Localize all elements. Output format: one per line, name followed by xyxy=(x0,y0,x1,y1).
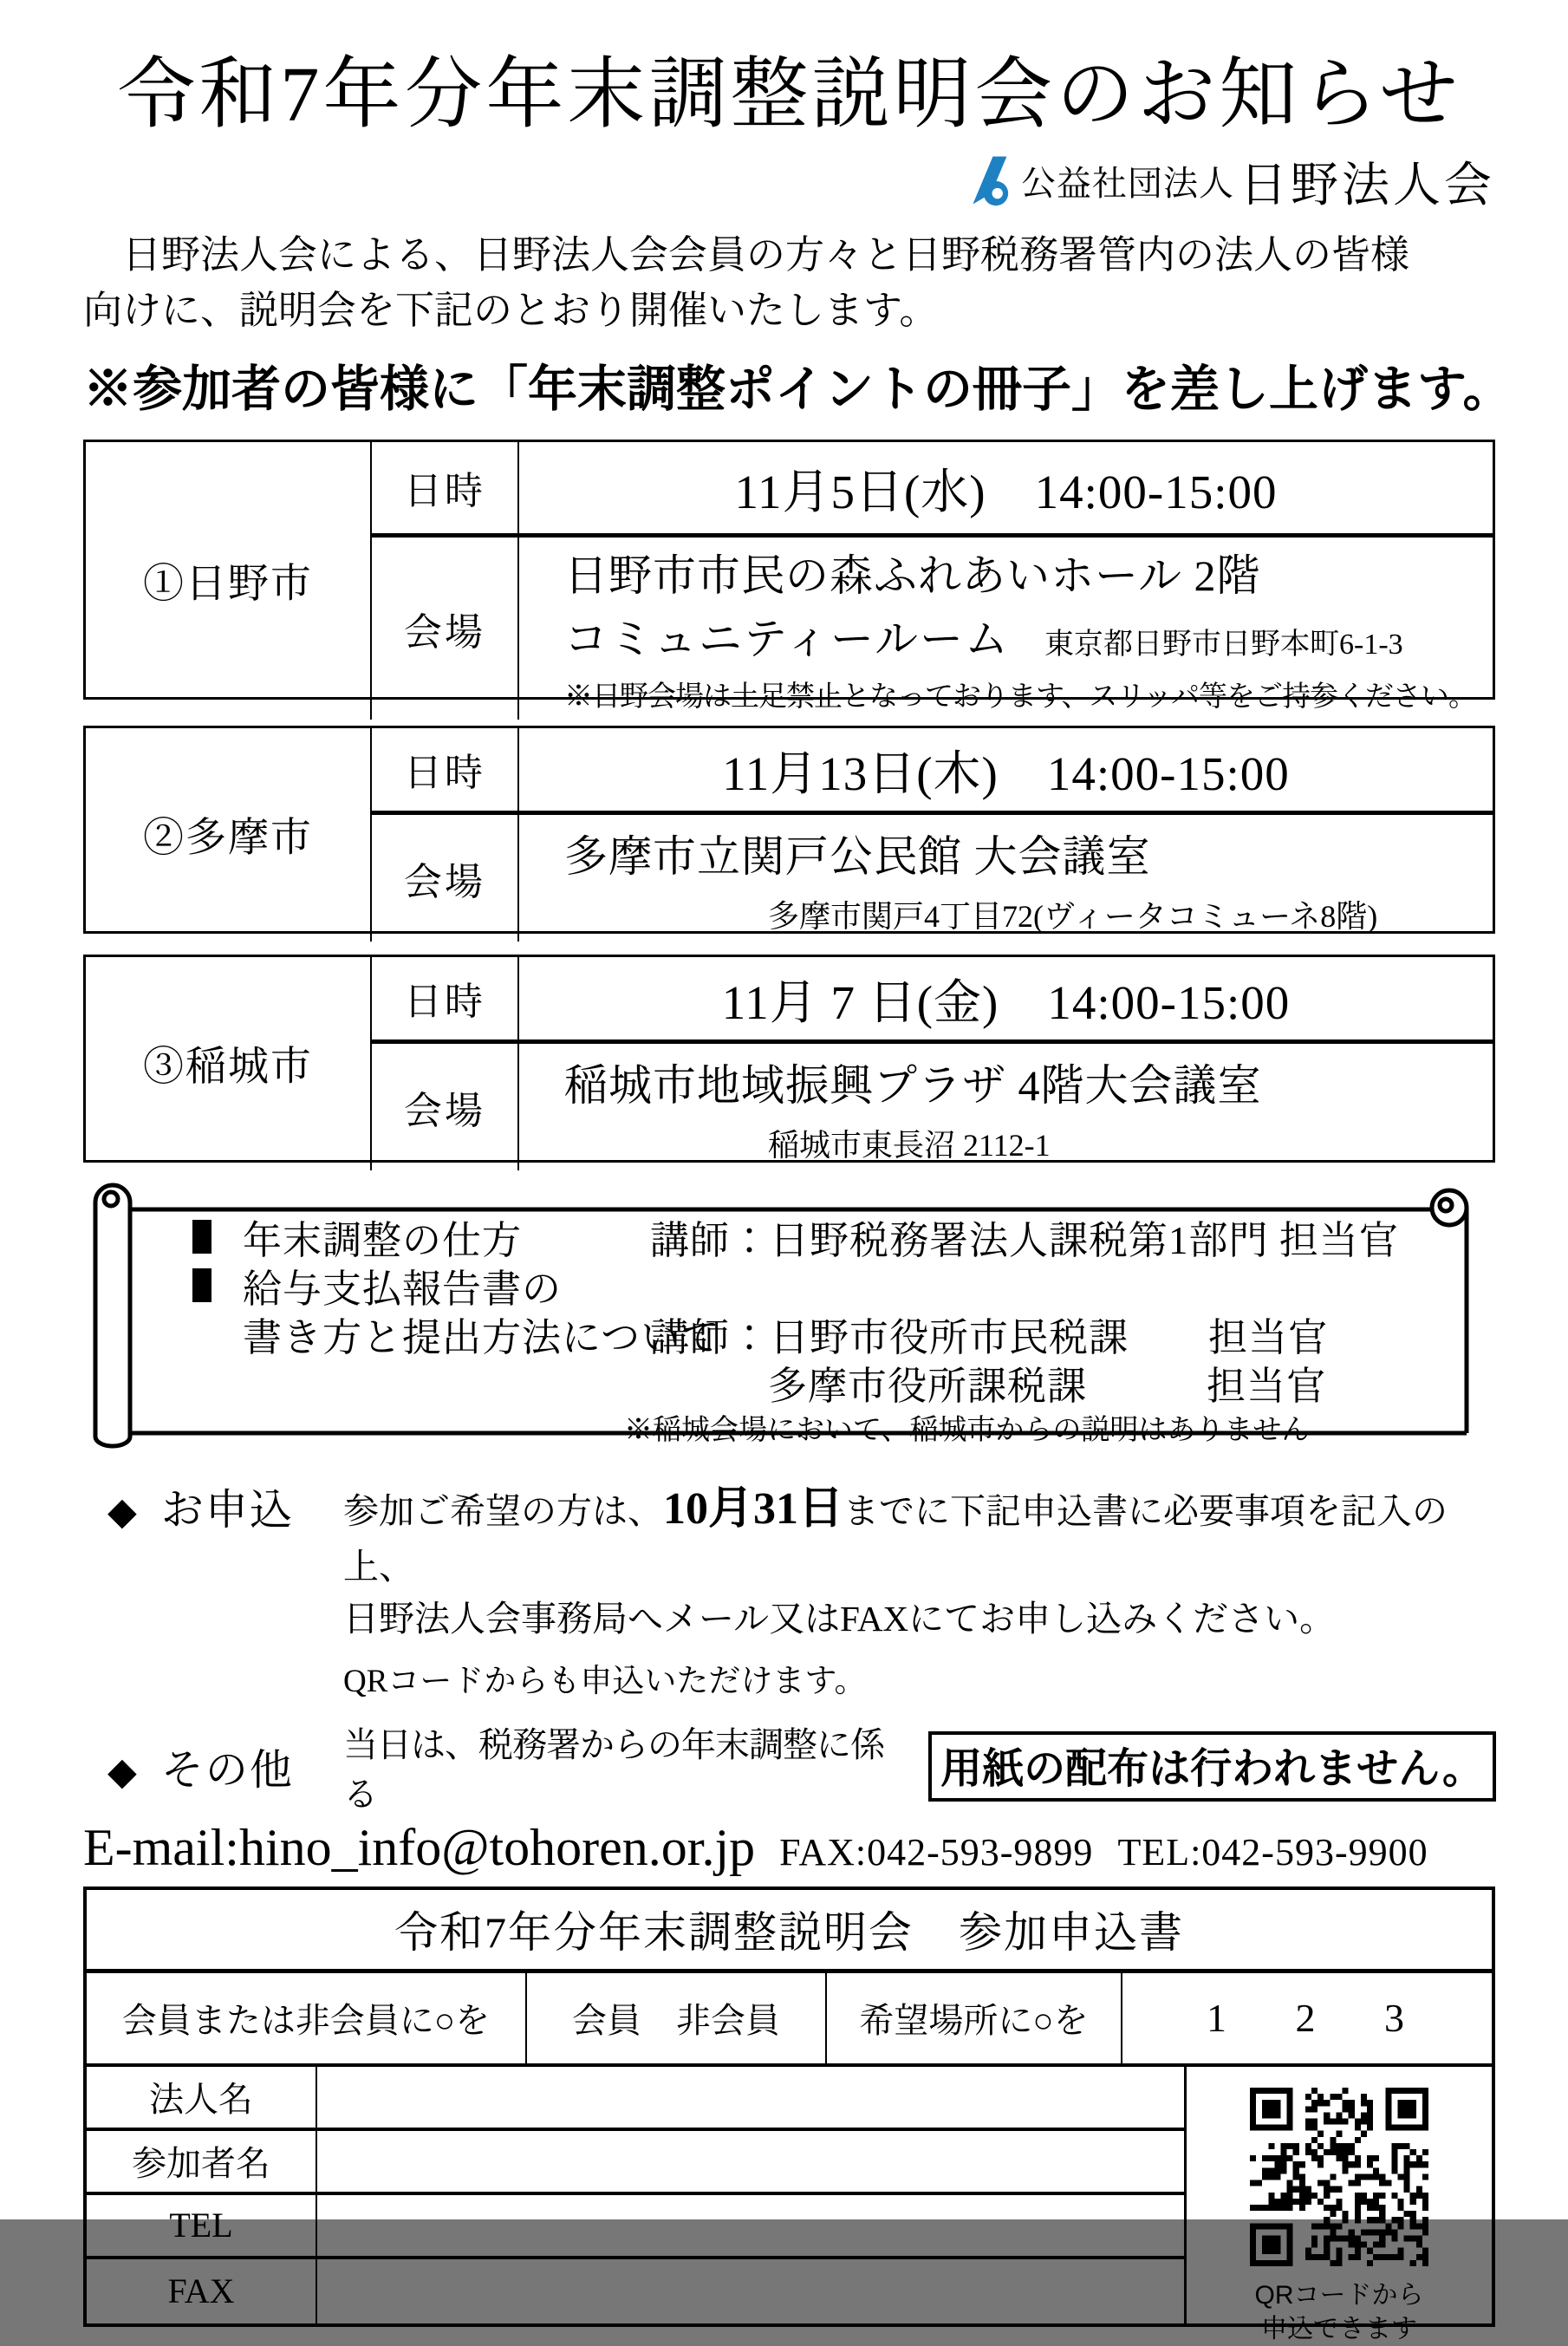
venue-table-hino xyxy=(83,440,1495,713)
place-question-label: 希望場所に○を xyxy=(827,1973,1122,2063)
venue-name-line: 多摩市立関戸公民館 大会議室 xyxy=(564,831,1151,881)
member-question-label: 会員または非会員に○を xyxy=(87,1973,527,2063)
venue-details xyxy=(519,815,1493,942)
venue-city: ③稲城市 xyxy=(86,957,372,1170)
venue-address: 多摩市関戸4丁目72(ヴィータコミューネ8階) xyxy=(768,898,1378,934)
datetime-label: 日時 xyxy=(372,728,519,815)
datetime-label: 日時 xyxy=(372,957,519,1044)
qr-code xyxy=(1250,2088,1428,2266)
diamond-bullet-icon: ◆ xyxy=(107,1489,139,1533)
venue-table-inagi xyxy=(83,955,1495,1163)
agenda-content xyxy=(187,1213,1478,1456)
apply-section xyxy=(83,1476,1495,1705)
intro-paragraph xyxy=(83,227,1495,339)
agenda-item-2-line1: 給与支払報告書の xyxy=(243,1267,563,1312)
field-fax-input xyxy=(317,2259,1187,2323)
agenda-lecturer-1: 講師：日野税務署法人課税第1部門 担当官 xyxy=(650,1219,1399,1263)
apply-line-1: 参加ご希望の方は、10月31日までに下記申込書に必要事項を記入の上、 xyxy=(343,1483,1448,1587)
venue-room: コミュニティールーム xyxy=(564,614,1010,663)
apply-deadline: 10月31日 xyxy=(663,1483,844,1534)
field-tel-input xyxy=(317,2195,1187,2259)
qr-caption: QRコードから 申込できます xyxy=(1254,2280,1424,2343)
member-options: 会員 非会員 xyxy=(527,1973,827,2063)
venue-table-tama xyxy=(83,726,1495,934)
contact-fax: FAX:042-593-9899 xyxy=(779,1830,1094,1874)
no-forms-boxed-notice: 用紙の配布は行われません。 xyxy=(929,1732,1495,1801)
other-label: その他 xyxy=(160,1745,294,1794)
agenda-item-2-line2: 書き方と提出方法について xyxy=(243,1316,721,1360)
venue-address: 東京都日野市日野本町6-1-3 xyxy=(1044,628,1403,661)
org-line xyxy=(83,151,1495,210)
venue-address: 稲城市東長沼 2112-1 xyxy=(768,1127,1051,1163)
place-options: 1 2 3 xyxy=(1207,1996,1434,2041)
apply-label: お申込 xyxy=(160,1485,294,1534)
org-name: 日野法人会 xyxy=(1239,158,1495,212)
datetime-value: 11月 7 日(金) 14:00-15:00 xyxy=(519,957,1493,1044)
other-heading xyxy=(83,1737,343,1797)
application-form-table xyxy=(83,1887,1495,2343)
apply-heading xyxy=(83,1476,343,1705)
field-label-fax: FAX xyxy=(87,2259,317,2323)
field-label-company: 法人名 xyxy=(87,2067,317,2131)
diamond-bullet-icon: ◆ xyxy=(107,1750,139,1793)
checkbox-icon xyxy=(192,1220,211,1254)
venue-city: ②多摩市 xyxy=(86,728,372,942)
venue-city: ①日野市 xyxy=(86,442,372,720)
other-text: 当日は、税務署からの年末調整に係る xyxy=(343,1724,884,1814)
page-title: 令和7年分年末調整説明会のお知らせ xyxy=(117,52,1461,138)
form-title: 令和7年分年末調整説明会 参加申込書 xyxy=(87,1890,1492,1973)
field-company-input xyxy=(317,2067,1187,2131)
apply-line-2: 日野法人会事務局へメール又はFAXにてお申し込みください。 xyxy=(343,1598,1336,1639)
field-label-tel: TEL xyxy=(87,2195,317,2259)
hino-houjinkai-logo-icon xyxy=(962,153,1016,207)
contact-line xyxy=(83,1818,1495,1878)
intro-line-1: 日野法人会による、日野法人会会員の方々と日野税務署管内の法人の皆様 xyxy=(83,233,1410,277)
datetime-label: 日時 xyxy=(372,442,519,538)
venue-label: 会場 xyxy=(372,815,519,942)
apply-line-3: QRコードからも申込いただけます。 xyxy=(343,1663,867,1699)
agenda-scroll-banner xyxy=(83,1176,1495,1463)
field-label-participant: 参加者名 xyxy=(87,2131,317,2195)
agenda-lecturer-3: 多摩市役所課税課 担当官 xyxy=(768,1365,1327,1409)
datetime-value: 11月5日(水) 14:00-15:00 xyxy=(519,442,1493,538)
other-section xyxy=(83,1717,1495,1816)
intro-line-2: 向けに、説明会を下記のとおり開催いたします。 xyxy=(83,289,939,333)
datetime-value: 11月13日(木) 14:00-15:00 xyxy=(519,728,1493,815)
field-participant-input xyxy=(317,2131,1187,2195)
venue-details xyxy=(519,538,1493,720)
gift-highlight: ※参加者の皆様に「年末調整ポイントの冊子」を差し上げます。 xyxy=(83,362,1513,417)
contact-email: E-mail:hino_info@tohoren.or.jp xyxy=(83,1818,756,1876)
venue-name-line: 日野市市民の森ふれあいホール 2階 xyxy=(564,551,1261,600)
checkbox-icon xyxy=(192,1268,211,1302)
venue-note: ※日野会場は土足禁止となっております、スリッパ等をご持参ください。 xyxy=(564,681,1477,713)
qr-cell xyxy=(1187,2067,1492,2343)
venue-details xyxy=(519,1044,1493,1170)
apply-body xyxy=(343,1476,1495,1705)
agenda-lecturer-2: 講師：日野市役所市民税課 担当官 xyxy=(650,1316,1329,1360)
agenda-note: ※稲城会場において、稲城市からの説明はありません xyxy=(624,1414,1311,1446)
agenda-item-1: 年末調整の仕方 xyxy=(243,1219,523,1263)
contact-tel: TEL:042-593-9900 xyxy=(1117,1830,1428,1874)
form-member-row xyxy=(87,1973,1492,2067)
venue-label: 会場 xyxy=(372,1044,519,1170)
org-prefix: 公益社団法人 xyxy=(1020,164,1234,203)
form-body xyxy=(87,2067,1492,2343)
venue-name-line: 稲城市地域振興プラザ 4階大会議室 xyxy=(564,1060,1262,1110)
venue-label: 会場 xyxy=(372,538,519,720)
